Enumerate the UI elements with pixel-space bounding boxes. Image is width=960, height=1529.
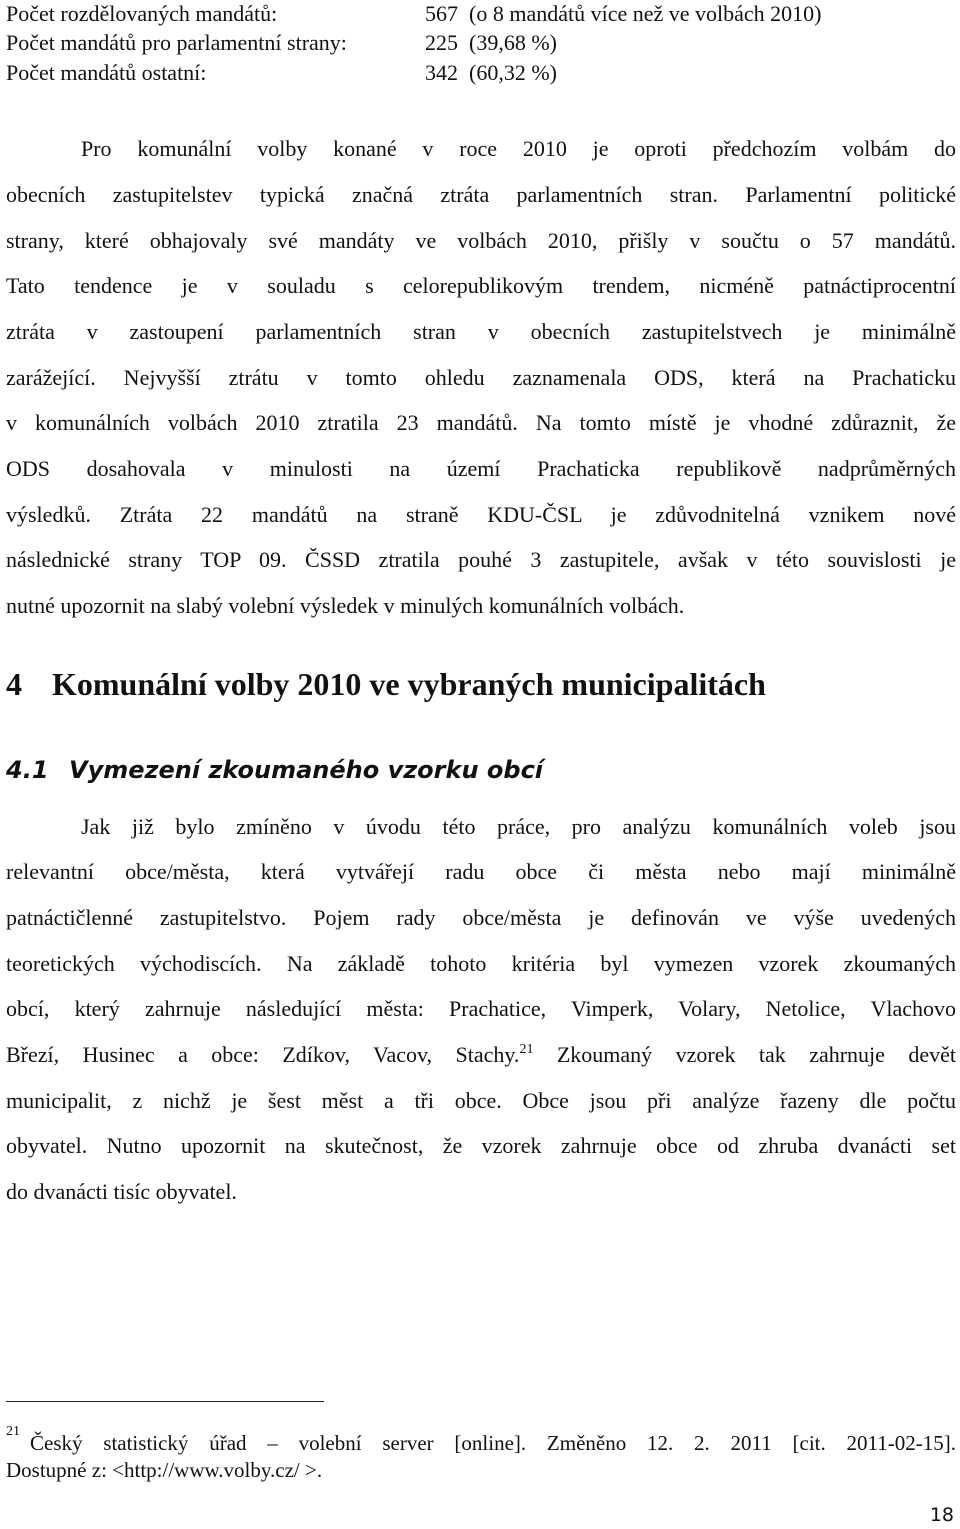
stat-label: Počet mandátů pro parlamentní strany: [6,30,347,55]
paragraph-line: zarážející. Nejvyšší ztrátu v tomto ohledu zaznamenala ODS, která na Prachaticku [6,365,956,390]
paragraph-line: obyvatel. Nutno upozornit na skutečnost, že vzorek zahrnuje obce od zhruba dvanácti set [6,1133,956,1158]
paragraph-line: patnáctičlenné zastupitelstvo. Pojem rady obce/města je definován ve výše uvedených [6,905,956,930]
paragraph-line: ztráta v zastoupení parlamentních stran v obecních zastupitelstvech je minimálně [6,319,956,344]
section-number: 4 [6,666,22,702]
paragraph-line: ODS dosahovala v minulosti na území Prachaticka republikově nadprůměrných [6,456,956,481]
footnote-number: 21 [6,1424,20,1439]
paragraph-line: strany, které obhajovaly své mandáty ve volbách 2010, přišly v součtu o 57 mandátů. [6,228,956,253]
paragraph-line-text: Březí, Husinec a obce: Zdíkov, Vacov, Stachy. [6,1042,520,1067]
stat-value: 342 (60,32 %) [425,60,557,85]
paragraph-line: do dvanácti tisíc obyvatel. [6,1179,237,1204]
paragraph-line: následnické strany TOP 09. ČSSD ztratila pouhé 3 zastupitele, avšak v této souvislosti je [6,547,956,572]
subsection-number: 4.1 [6,756,49,784]
paragraph-line: municipalit, z nichž je šest měst a tři obce. Obce jsou při analýze řazeny dle počtu [6,1088,956,1113]
paragraph-line: obecních zastupitelstev typická značná ztráta parlamentních stran. Parlamentní politické [6,182,956,207]
subsection-heading [6,750,543,790]
footnote-url[interactable]: Dostupné z: <http://www.volby.cz/ >. [6,1458,323,1482]
page-number: 18 [929,1504,954,1526]
paragraph-line: Jak již bylo zmíněno v úvodu této práce, pro analýzu komunálních voleb jsou [81,814,956,839]
paragraph-line: výsledků. Ztráta 22 mandátů na straně KDU-ČSL je zdůvodnitelná vznikem nové [6,502,956,527]
section-title: Komunální volby 2010 ve vybraných municipalitách [52,666,766,702]
paragraph-line: teoretických východiscích. Na základě tohoto kritéria byl vymezen vzorek zkoumaných [6,951,956,976]
paragraph-line: nutné upozornit na slabý volební výsledek v minulých komunálních volbách. [6,593,685,618]
stat-label: Počet rozdělovaných mandátů: [6,1,278,26]
paragraph-line: Tato tendence je v souladu s celorepublikovým trendem, nicméně patnáctiprocentní [6,273,956,298]
footnote-reference[interactable]: 21 [519,1042,534,1057]
paragraph-line: Pro komunální volby konané v roce 2010 je oproti předchozím volbám do [81,136,956,161]
stat-label: Počet mandátů ostatní: [6,60,207,85]
stat-value: 567 (o 8 mandátů více než ve volbách 2010) [425,1,822,26]
document-page [6,0,956,1529]
stat-value: 225 (39,68 %) [425,30,557,55]
footnote-text: Český statistický úřad – volební server [online]. Změněno 12. 2. 2011 [cit. 2011-02-15]. [30,1431,956,1455]
paragraph-line: v komunálních volbách 2010 ztratila 23 mandátů. Na tomto místě je vhodné zdůraznit, že [6,410,956,435]
paragraph-line-text: Zkoumaný vzorek tak zahrnuje devět [533,1042,956,1067]
subsection-title: Vymezení zkoumaného vzorku obcí [69,756,544,784]
footnote-separator [6,1401,324,1402]
section-heading [6,662,766,706]
paragraph-line: obcí, který zahrnuje následující města: Prachatice, Vimperk, Volary, Netolice, Vlachovo [6,996,956,1021]
paragraph-line [6,1040,956,1070]
paragraph-line: relevantní obce/města, která vytvářejí radu obce či města nebo mají minimálně [6,859,956,884]
